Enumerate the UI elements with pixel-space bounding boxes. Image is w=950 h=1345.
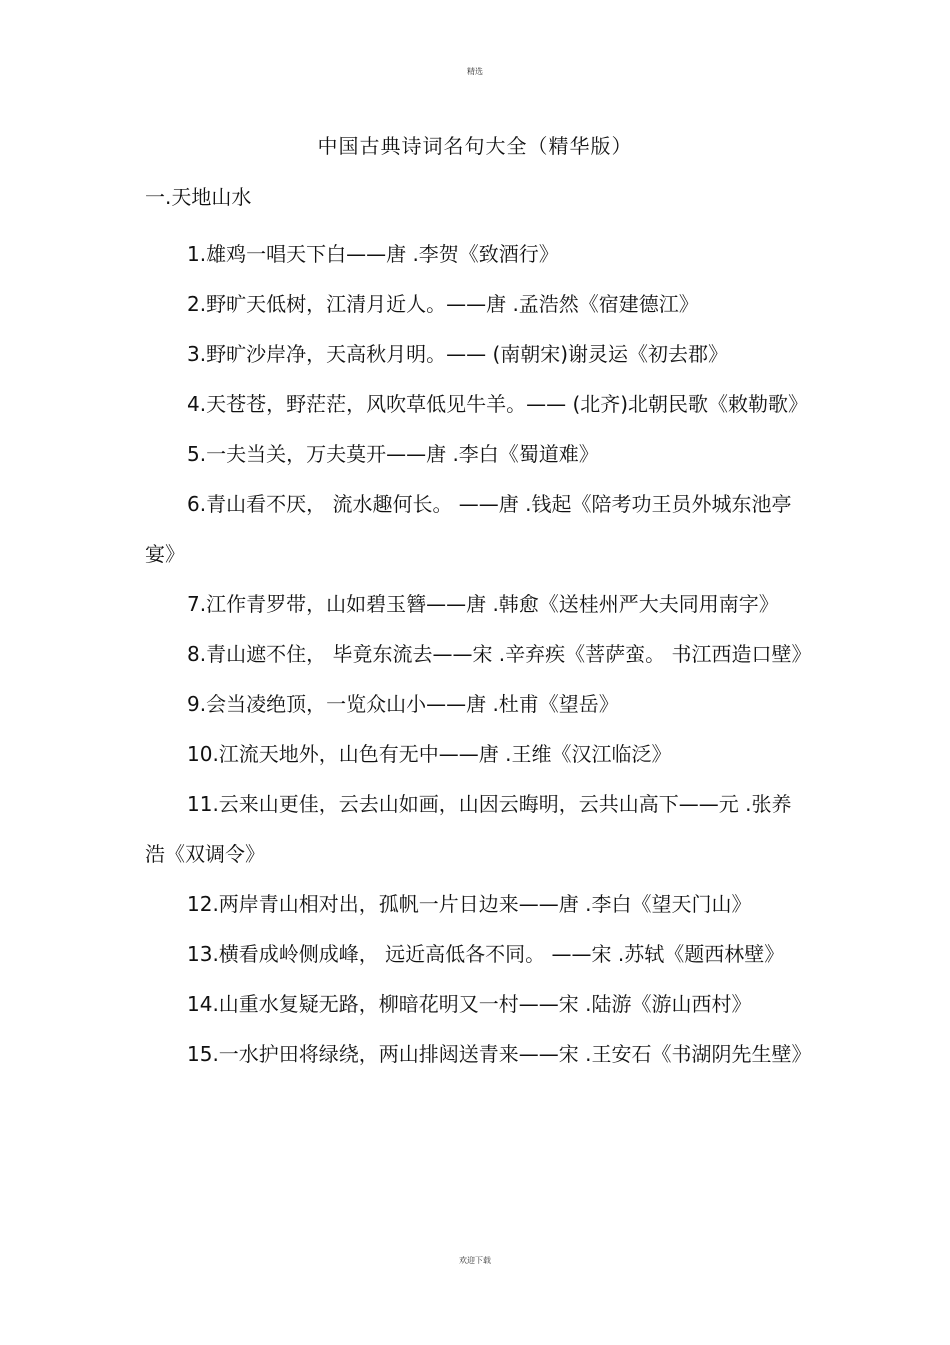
page-header: 精选 (467, 67, 483, 76)
poem-quote-13: 13.横看成岭侧成峰， 远近高低各不同。 ——宋 .苏轼《题西林壁》 (187, 942, 785, 966)
poem-quote-7: 7.江作青罗带，山如碧玉簪——唐 .韩愈《送桂州严大夫同用南字》 (187, 592, 779, 616)
document-title: 中国古典诗词名句大全（精华版） (317, 134, 633, 158)
poem-quote-15: 15.一水护田将绿绕，两山排闼送青来——宋 .王安石《书湖阴先生壁》 (187, 1042, 812, 1066)
poem-quote-1: 1.雄鸡一唱天下白——唐 .李贺《致酒行》 (187, 242, 559, 266)
poem-quote-12: 12.两岸青山相对出，孤帆一片日边来——唐 .李白《望天门山》 (187, 892, 752, 916)
poem-quote-9: 9.会当凌绝顶，一览众山小——唐 .杜甫《望岳》 (187, 692, 619, 716)
poem-quote-11: 11.云来山更佳，云去山如画，山因云晦明，云共山高下——元 .张养浩《双调令》 (145, 792, 792, 866)
poem-quote-5: 5.一夫当关，万夫莫开——唐 .李白《蜀道难》 (187, 442, 599, 466)
poem-quote-6: 6.青山看不厌， 流水趣何长。 ——唐 .钱起《陪考功王员外城东池亭宴》 (145, 492, 792, 566)
poem-quote-14: 14.山重水复疑无路，柳暗花明又一村——宋 .陆游《游山西村》 (187, 992, 752, 1016)
poem-quote-2: 2.野旷天低树，江清月近人。——唐 .孟浩然《宿建德江》 (187, 292, 699, 316)
poem-quote-4: 4.天苍苍，野茫茫，风吹草低见牛羊。—— (北齐)北朝民歌《敕勒歌》 (187, 392, 809, 416)
poem-quote-10: 10.江流天地外，山色有无中——唐 .王维《汉江临泛》 (187, 742, 672, 766)
poem-quote-list (145, 229, 810, 1079)
page-footer: 欢迎下载 (459, 1256, 491, 1265)
poem-quote-3: 3.野旷沙岸净，天高秋月明。—— (南朝宋)谢灵运《初去郡》 (187, 342, 729, 366)
poem-quote-8: 8.青山遮不住， 毕竟东流去——宋 .辛弃疾《菩萨蛮。 书江西造口壁》 (187, 642, 812, 666)
section-heading: 一.天地山水 (145, 185, 252, 209)
